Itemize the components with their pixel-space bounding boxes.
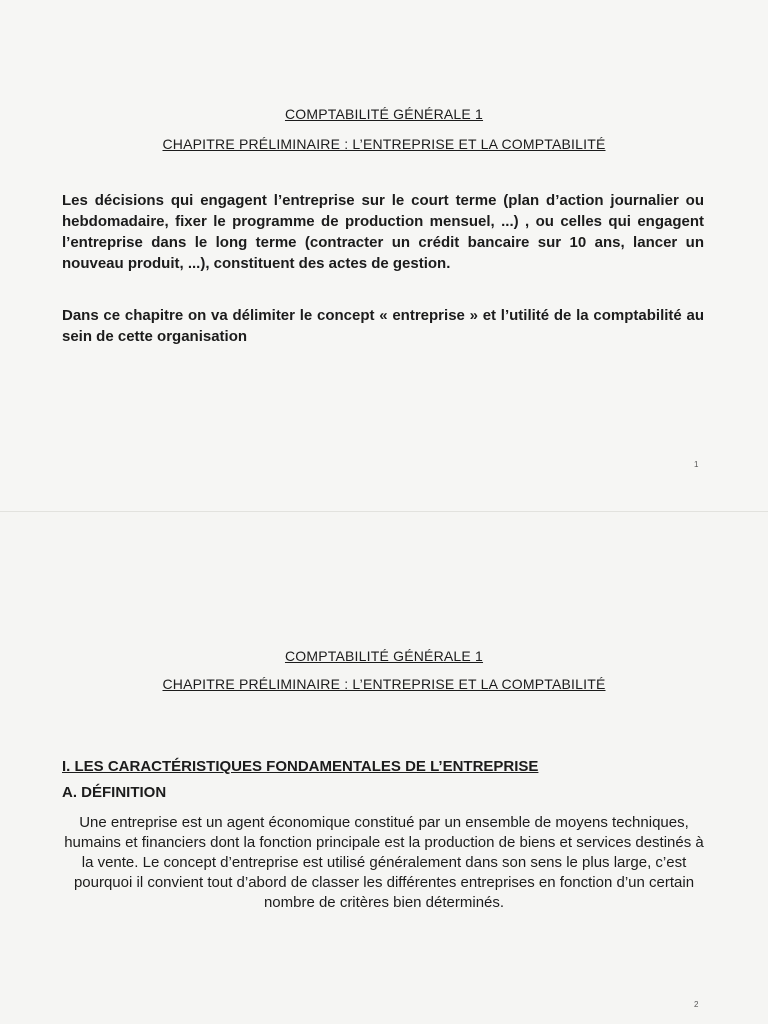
page-2-number: 2 bbox=[694, 1000, 699, 1009]
section-heading: I. LES CARACTÉRISTIQUES FONDAMENTALES DE L’ENTREPRISE bbox=[62, 758, 539, 775]
page-2-subtitle: CHAPITRE PRÉLIMINAIRE : L’ENTREPRISE ET LA COMPTABILITÉ bbox=[162, 676, 606, 692]
slide-page-2 bbox=[0, 512, 768, 1024]
page-1-paragraph-2: Dans ce chapitre on va délimiter le concept « entreprise » et l’utilité de la comptabilité au sein de cette organisation bbox=[62, 307, 704, 345]
page-1-number: 1 bbox=[694, 460, 699, 469]
page-1-title: COMPTABILITÉ GÉNÉRALE 1 bbox=[284, 106, 484, 122]
page-1-subtitle: CHAPITRE PRÉLIMINAIRE : L’ENTREPRISE ET LA COMPTABILITÉ bbox=[162, 136, 606, 152]
page-2-title: COMPTABILITÉ GÉNÉRALE 1 bbox=[284, 648, 484, 664]
subsection-heading: A. DÉFINITION bbox=[62, 784, 167, 801]
definition-paragraph: Une entreprise est un agent économique constitué par un ensemble de moyens techniques, humains et financiers dont la fonction principale est la production de biens et services destinés à la vente. Le concept d’entreprise est utilisé généralement dans son sens le plus large, c’est pourquoi il convient tout d’abord de classer les différentes entreprises en fonction d’un certain nombre de critères bien déterminés. bbox=[64, 814, 704, 911]
page-1-paragraph-1: Les décisions qui engagent l’entreprise sur le court terme (plan d’action journalier ou hebdomadaire, fixer le programme de production mensuel, ...) , ou celles qui engagent l’entreprise dans le long terme (contracter un crédit bancaire sur 10 ans, lancer un nouveau produit, ...), constituent des actes de gestion. bbox=[62, 192, 704, 272]
